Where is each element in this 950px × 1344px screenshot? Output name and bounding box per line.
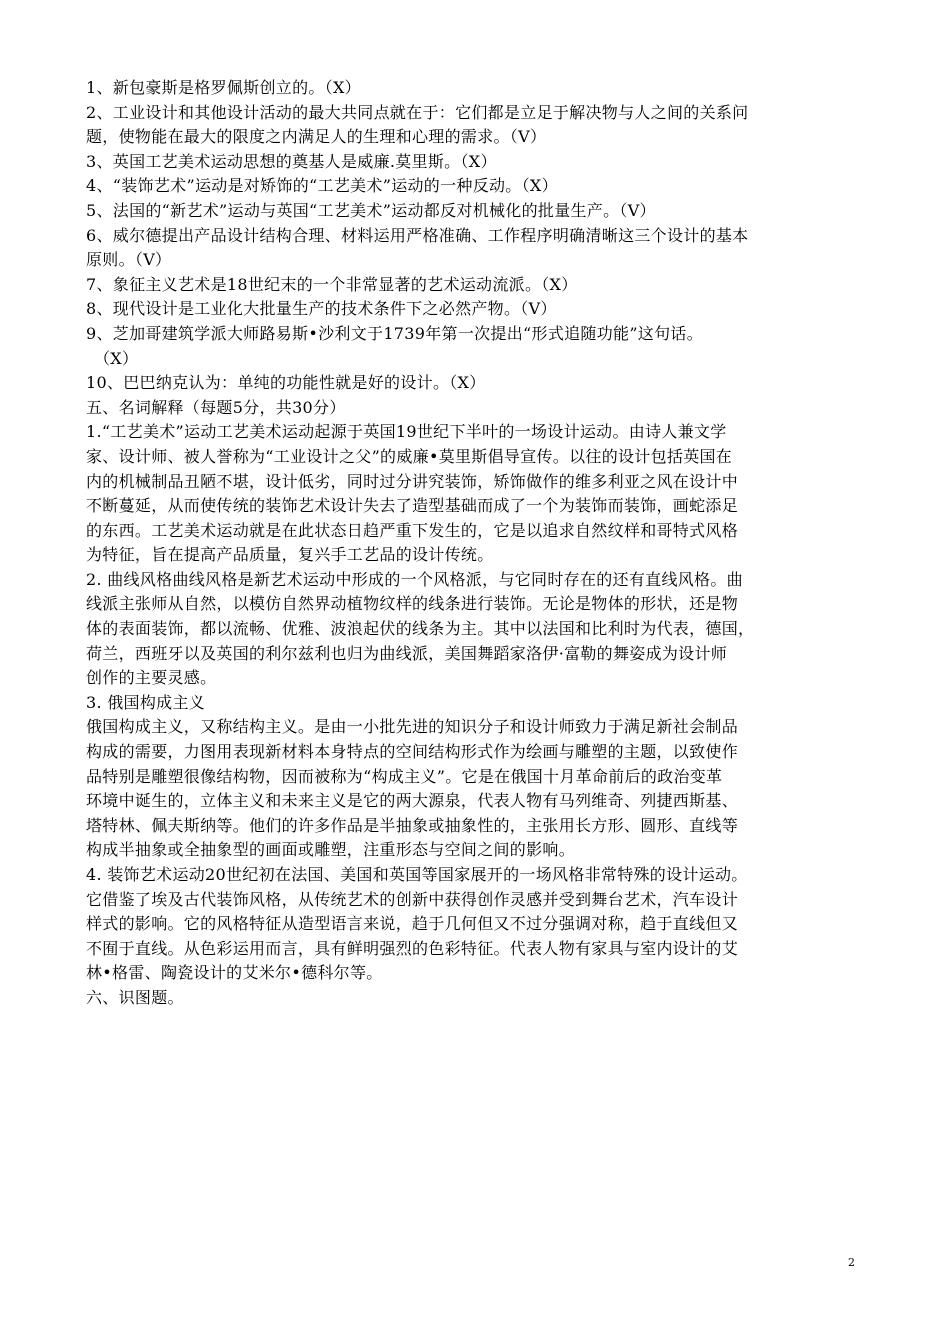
text-line: 样式的影响。它的风格特征从造型语言来说，趋于几何但又不过分强调对称，趋于直线但又 — [86, 914, 739, 934]
text-line: 内的机械制品丑陋不堪，设计低劣，同时过分讲究装饰，矫饰做作的维多利亚之风在设计中 — [86, 471, 739, 491]
text-line: 3、英国工艺美术运动思想的奠基人是威廉.莫里斯。（X） — [86, 151, 497, 171]
text-line: 它借鉴了埃及古代装饰风格，从传统艺术的创新中获得创作灵感并受到舞台艺术，汽车设计 — [86, 889, 739, 909]
text-line: 创作的主要灵感。 — [86, 668, 217, 688]
text-line: 的东西。工艺美术运动就是在此状态日趋严重下发生的，它是以追求自然纹样和哥特式风格 — [86, 520, 739, 540]
text-line: 品特别是雕塑很像结构物，因而被称为“构成主义”。它是在俄国十月革命前后的政治变革 — [86, 766, 723, 786]
section-heading: 五、名词解释（每题5分，共30分） — [86, 397, 346, 417]
text-line: 林•格雷、陶瓷设计的艾米尔•德科尔等。 — [86, 963, 383, 983]
text-line: 构成的需要，力图用表现新材料本身特点的空间结构形式作为绘画与雕塑的主题，以致使作 — [86, 742, 739, 762]
page-number: 2 — [848, 1256, 855, 1269]
section-heading: 六、识图题。 — [86, 987, 184, 1007]
text-line: 不断蔓延，从而使传统的装饰艺术设计失去了造型基础而成了一个为装饰而装饰，画蛇添足 — [86, 496, 739, 516]
text-line: 8、现代设计是工业化大批量生产的技术条件下之必然产物。（V） — [86, 299, 557, 319]
text-line: 构成半抽象或全抽象型的画面或雕塑，注重形态与空间之间的影响。 — [86, 840, 576, 860]
text-line: 题，使物能在最大的限度之内满足人的生理和心理的需求。（V） — [86, 127, 547, 147]
text-line: 环境中诞生的，立体主义和未来主义是它的两大源泉，代表人物有马列维奇、列捷西斯基、 — [86, 791, 739, 811]
text-line: 1.“工艺美术”运动工艺美术运动起源于英国19世纪下半叶的一场设计运动。由诗人兼文学 — [86, 422, 727, 442]
text-line: 3. 俄国构成主义 — [86, 692, 206, 712]
text-line: 原则。（V） — [86, 250, 172, 270]
text-line: 6、威尔德提出产品设计结构合理、材料运用严格准确、工作程序明确清晰这三个设计的基本 — [86, 225, 749, 245]
text-line: 俄国构成主义，又称结构主义。是由一小批先进的知识分子和设计师致力于满足新社会制品 — [86, 717, 739, 737]
text-line: 1、新包豪斯是格罗佩斯创立的。（X） — [86, 78, 361, 97]
text-line: 荷兰，西班牙以及英国的利尔兹利也归为曲线派，美国舞蹈家洛伊·富勒的舞姿成为设计师 — [86, 643, 728, 663]
text-line: 9、芝加哥建筑学派大师路易斯•沙利文于1739年第一次提出“形式追随功能”这句话。 — [86, 323, 703, 343]
text-line: 家、设计师、被人誉称为“工业设计之父”的威廉•莫里斯倡导宣传。以往的设计包括英国在 — [86, 446, 733, 466]
text-line: 10、巴巴纳克认为：单纯的功能性就是好的设计。（X） — [86, 373, 486, 393]
text-line: 2、工业设计和其他设计活动的最大共同点就在于：它们都是立足于解决物与人之间的关系问 — [86, 102, 749, 122]
text-line: 塔特林、佩夫斯纳等。他们的许多作品是半抽象或抽象性的，主张用长方形、圆形、直线等 — [86, 815, 739, 835]
text-line: 5、法国的“新艺术”运动与英国“工艺美术”运动都反对机械化的批量生产。（V） — [86, 200, 656, 220]
text-line: 7、象征主义艺术是18世纪末的一个非常显著的艺术运动流派。（X） — [86, 274, 578, 294]
text-line: 不囿于直线。从色彩运用而言，具有鲜明强烈的色彩特征。代表人物有家具与室内设计的艾 — [86, 938, 739, 958]
text-line: 4. 装饰艺术运动20世纪初在法国、美国和英国等国家展开的一场风格非常特殊的设计运动。 — [86, 865, 748, 884]
text-line: 体的表面装饰，都以流畅、优雅、波浪起伏的线条为主。其中以法国和比利时为代表，德国， — [86, 619, 755, 639]
text-line: 线派主张师从自然，以模仿自然界动植物纹样的线条进行装饰。无论是物体的形状，还是物 — [86, 594, 739, 614]
text-line: 2. 曲线风格曲线风格是新艺术运动中形成的一个风格派，与它同时存在的还有直线风格。曲 — [86, 569, 743, 589]
text-line: 4、“装饰艺术”运动是对矫饰的“工艺美术”运动的一种反动。（X） — [86, 176, 558, 196]
document-body — [86, 76, 866, 1011]
text-line: （X） — [94, 348, 139, 368]
text-line: 为特征，旨在提高产品质量，复兴手工艺品的设计传统。 — [86, 545, 494, 565]
